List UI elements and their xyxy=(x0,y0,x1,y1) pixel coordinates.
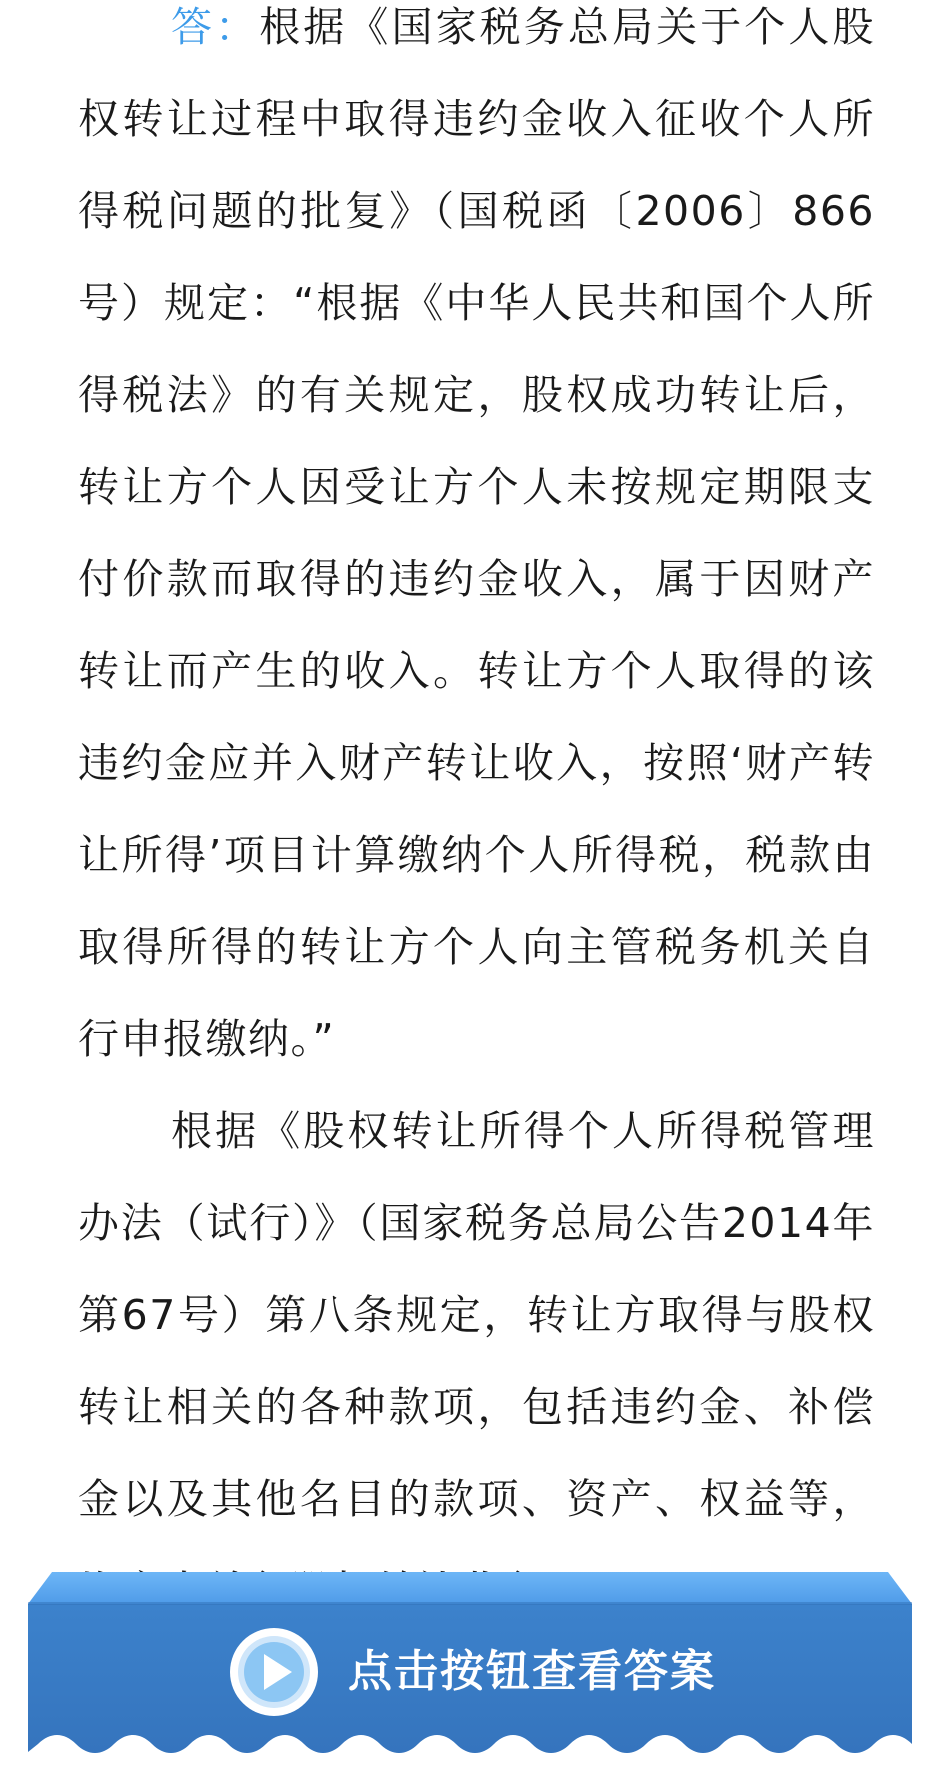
view-answer-label: 点击按钮查看答案 xyxy=(348,1646,716,1697)
article-body xyxy=(78,0,875,1637)
answer-text: 根据《国家税务总局关于个人股权转让过程中取得违约金收入征收个人所得税问题的批复》（国税函〔2006〕866号）规定：“根据《中华人民共和国个人所得税法》的有关规定，股权成功转让后，转让方个人因受让方个人未按规定期限支付价款而取得的违约金收入，属于因财产转让而产生的收入。转让方个人取得的该违约金应并入财产转让收入，按照‘财产转让所得’项目计算缴纳个人所得税，税款由取得所得的转让方个人向主管税务机关自行申报缴纳。” xyxy=(78,3,876,1063)
answer-paragraph xyxy=(78,0,875,1085)
play-icon[interactable] xyxy=(226,1624,322,1720)
answer-label: 答： xyxy=(171,3,260,51)
regulation-paragraph: 根据《股权转让所得个人所得税管理办法（试行）》（国家税务总局公告2014年第67号）第八条规定，转让方取得与股权转让相关的各种款项，包括违约金、补偿金以及其他名目的款项、资产、权益等， xyxy=(78,1107,875,1523)
view-answer-button[interactable] xyxy=(28,1572,912,1774)
